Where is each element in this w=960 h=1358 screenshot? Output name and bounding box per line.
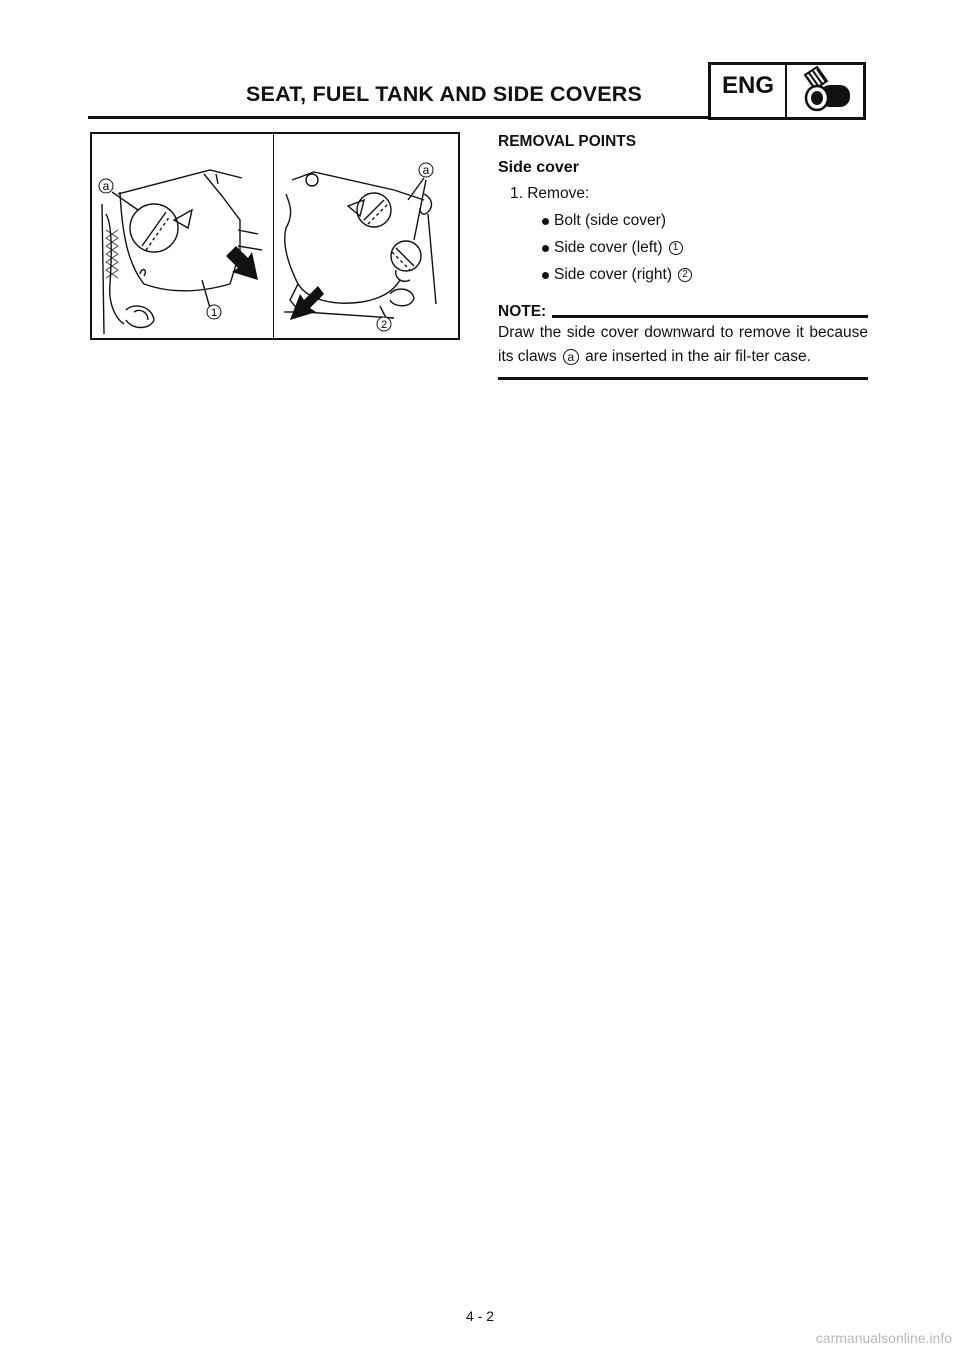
callout-ref-2: 2 <box>678 268 692 282</box>
bullet-item <box>498 209 868 234</box>
note-label: NOTE: <box>498 302 547 320</box>
sub-heading: Side cover <box>498 158 579 176</box>
left-callout-a: a <box>102 179 110 193</box>
note-rule <box>552 315 868 318</box>
bullet-item <box>498 263 868 288</box>
bullet-text: Side cover (left) <box>554 238 663 256</box>
note-callout-ref-a: a <box>563 349 579 365</box>
header-rule <box>88 116 708 119</box>
step-remove: 1. Remove: <box>510 185 590 203</box>
note-text-before: Draw the side cover downward to remove it because its claws <box>498 324 868 366</box>
right-callout-2: 2 <box>380 319 388 331</box>
engine-icon <box>787 65 863 117</box>
bullet-dot-icon <box>542 245 549 252</box>
bullet-text: Side cover (right) <box>554 265 673 283</box>
bullet-dot-icon <box>542 218 549 225</box>
left-side-cover-illustration <box>92 134 274 338</box>
note-header <box>498 304 868 320</box>
bullet-item <box>498 236 868 261</box>
instructions-column <box>498 130 868 380</box>
note-end-rule <box>498 377 868 380</box>
note-text-after: are inserted in the air fil-ter case. <box>580 348 811 366</box>
callout-ref-1: 1 <box>669 241 683 255</box>
right-side-cover-illustration <box>274 134 458 338</box>
bullet-dot-icon <box>542 272 549 279</box>
bullet-text: Bolt (side cover) <box>554 212 666 230</box>
section-badge <box>708 62 866 120</box>
left-callout-1: 1 <box>210 307 218 319</box>
page-number: 4 - 2 <box>465 1308 494 1324</box>
section-badge-label: ENG <box>711 65 787 117</box>
note-body <box>498 321 868 369</box>
section-heading: REMOVAL POINTS <box>498 133 637 150</box>
page-title: SEAT, FUEL TANK AND SIDE COVERS <box>246 82 643 106</box>
right-callout-a: a <box>422 163 430 177</box>
removal-figure <box>90 132 460 340</box>
watermark: carmanualsonline.info <box>815 1330 952 1346</box>
